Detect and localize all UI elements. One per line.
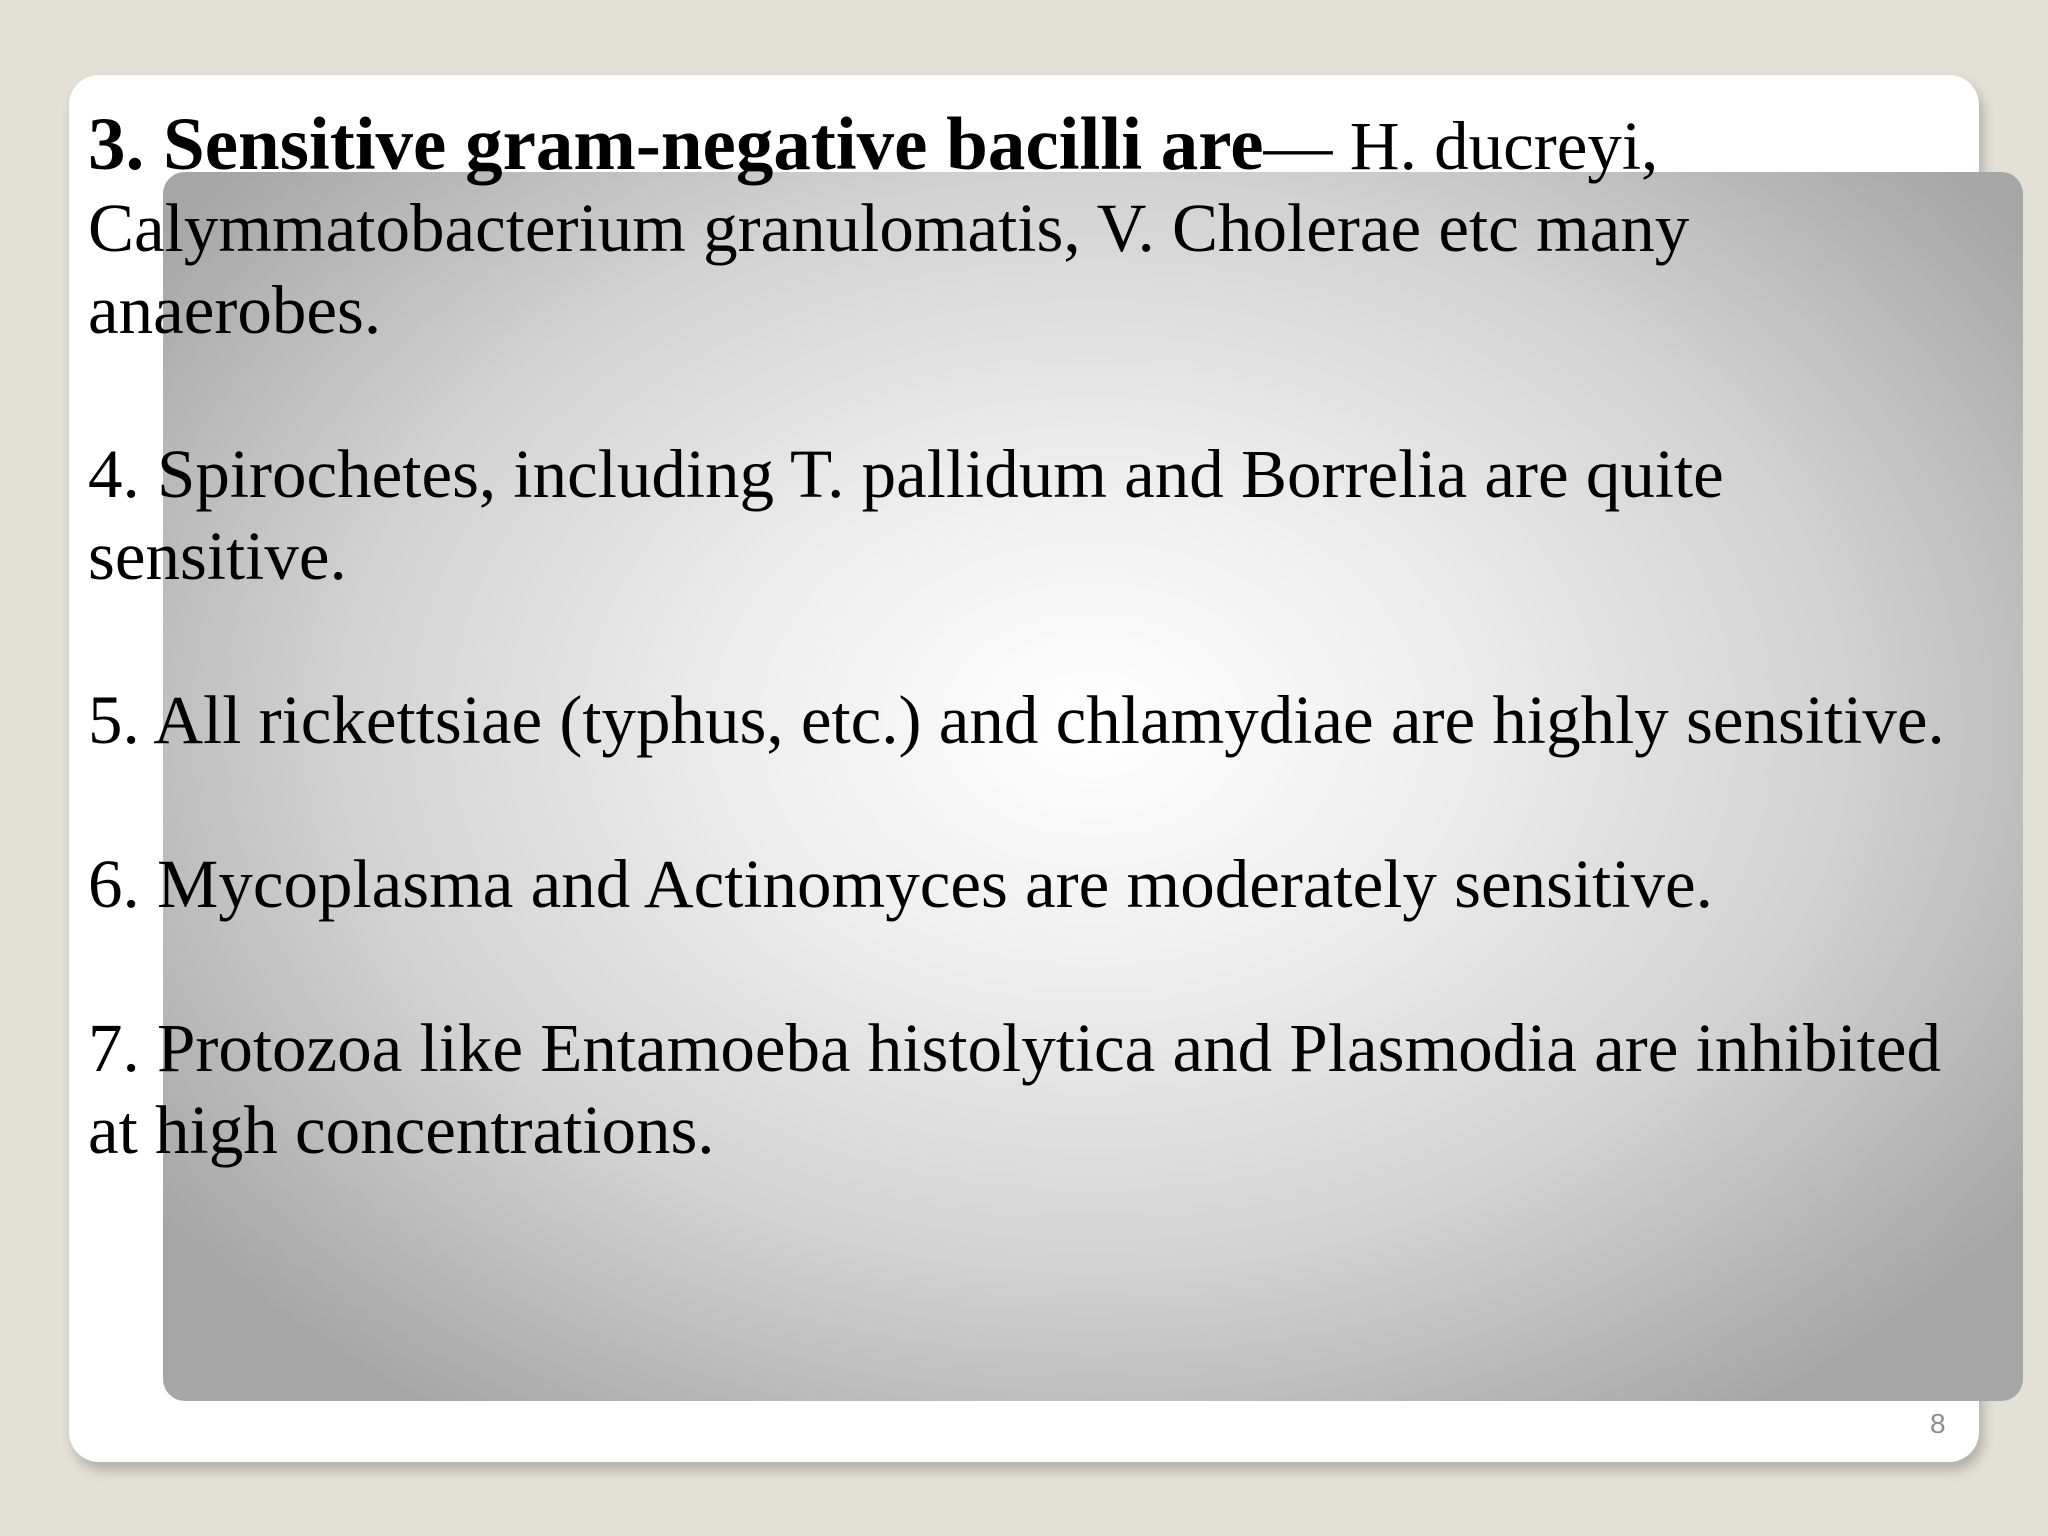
- item-gram-negative-bacilli: [88, 104, 1788, 351]
- slide-body: [88, 104, 1988, 1171]
- item-gram-negative-bacilli-text: — H. ducreyi, Calymmatobacterium granulomatis, V. Cholerae etc many anaerobes.: [88, 108, 1690, 348]
- item-rickettsiae: 5. All rickettsiae (typhus, etc.) and chlamydiae are highly sensitive.: [88, 682, 1945, 758]
- item-gram-negative-bacilli-heading: 3. Sensitive gram-negative bacilli are: [88, 103, 1264, 186]
- item-spirochetes: 4. Spirochetes, including T. pallidum and Borrelia are quite sensitive.: [88, 436, 1724, 594]
- item-mycoplasma: 6. Mycoplasma and Actinomyces are moderately sensitive.: [88, 846, 1713, 922]
- item-protozoa: 7. Protozoa like Entamoeba histolytica and Plasmodia are inhibited at high concentrations.: [88, 1010, 1941, 1168]
- page-number: 8: [1930, 1408, 1946, 1439]
